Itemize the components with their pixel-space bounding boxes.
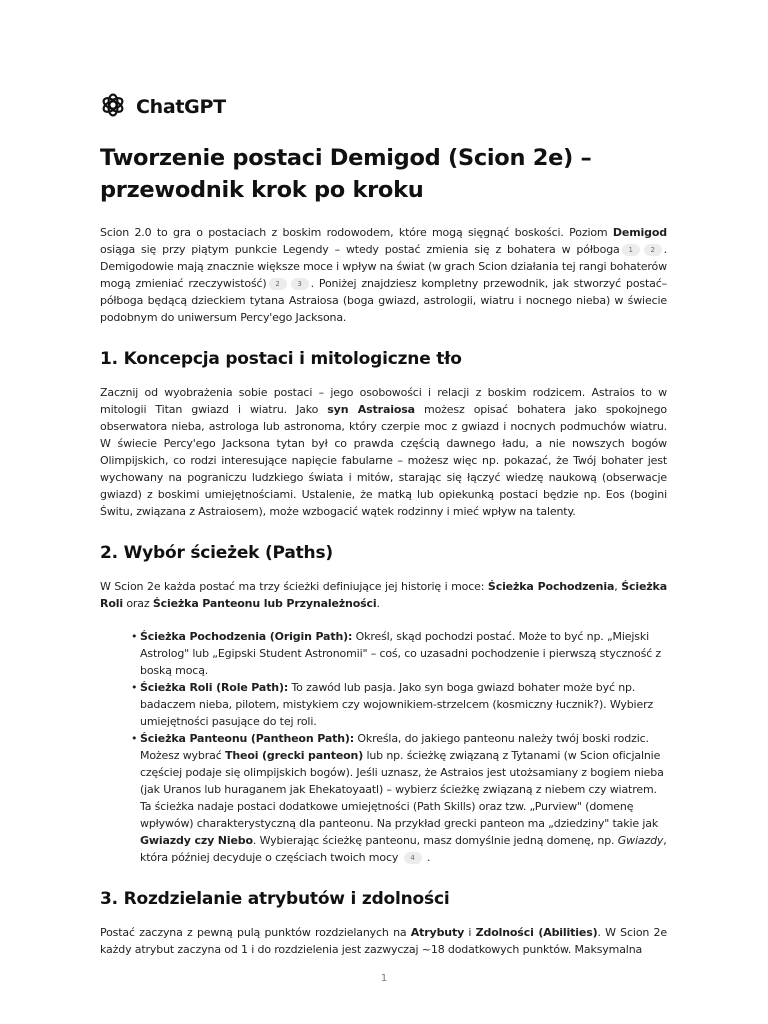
list-item-bold: Gwiazdy czy Niebo (140, 834, 253, 847)
intro-paragraph (100, 224, 667, 326)
section-2-bold: Ścieżka Pochodzenia (487, 580, 615, 593)
citation-badge[interactable]: 3 (291, 278, 309, 290)
title-line-2: przewodnik krok po kroku (100, 177, 424, 203)
section-2-heading: 2. Wybór ścieżek (Paths) (100, 543, 333, 563)
section-2-text: W Scion 2e każda postać ma trzy ścieżki definiujące jej historię i moce: (100, 580, 488, 593)
list-item-italic: Gwiazdy (617, 834, 664, 847)
list-item-text: lub np. ścieżkę związaną z Tytanami (w Scion oficjalnie częściej podaje się olimpijskich bogów). Jeśli uznasz, że Astraios jest utożsamiany z bogiem nieba (jak Uranos lub huraganem jak Ehekatoyaatl) – wybierz ścieżkę związaną z niebem czy wiatrem. Ta ścieżka nadaje postaci dodatkowe umiejętności (Path Skills) oraz tzw. „Purview" (domenę wpływów) charakterystyczną dla panteonu. Na przykład grecki panteon ma „dziedziny" takie jak (140, 749, 664, 830)
list-item-text: , która później decyduje o częściach twoich mocy (140, 834, 667, 864)
section-3-bold: Zdolności (Abilities) (475, 926, 598, 939)
page-number: 1 (380, 973, 388, 984)
section-1-text: możesz opisać bohatera jako spokojnego obserwatora nieba, astrologa lub astronoma, który czerpie moc z gwiazd i nocnych podmuchów wiatru. W świecie Percy'ego Jacksona tytan był co prawda częścią dawnego ładu, a nie nowszych bogów Olimpijskich, co rodzi interesujące napięcie fabularne – możesz więc np. pokazać, że Twój bohater jest wychowany na pograniczu ludzkiego świata i mitów, starając się łączyć wiedzę naukową (obserwacje gwiazd) z boskimi umiejętnościami. Ustalenie, że matką lub opiekunką postaci będzie np. Eos (bogini Świtu, związana z Astraiosem), może wzbogacić wątek rodzinny i mieć wpływ na talenty. (100, 403, 667, 518)
section-2-text: , (614, 580, 622, 593)
document-page (100, 94, 667, 958)
intro-text: . Demigodowie mają znacznie większe moce i wpływ na świat (w grach Scion działania tej rangi bohaterów mogą zmieniać rzeczywistość) (100, 243, 667, 290)
list-item-role-path (140, 679, 667, 730)
section-1-paragraph (100, 384, 667, 520)
brand-name: ChatGPT (136, 96, 226, 118)
openai-logo-icon (100, 92, 126, 122)
page-title (100, 142, 667, 206)
list-item-text: . Wybierając ścieżkę panteonu, masz domyślnie jedną domenę, np. (252, 834, 618, 847)
citation-badge[interactable]: 1 (622, 244, 640, 256)
list-item-text: Określ, skąd pochodzi postać. Może to być np. „Miejski Astrolog" lub „Egipski Student Astronomii" – coś, co uzasadni pochodzenie i pierwszą styczność z boską mocą. (140, 630, 662, 677)
list-item-text: Określa, do jakiego panteonu należy twój boski rodzic. Możesz wybrać (140, 732, 649, 762)
section-2-bold: Ścieżka Panteonu lub Przynależności (152, 597, 377, 610)
list-item-label: Ścieżka Roli (Role Path): (140, 681, 289, 694)
section-2-text: . (376, 597, 380, 610)
section-3-bold: Atrybuty (410, 926, 465, 939)
list-item-origin-path (140, 628, 667, 679)
citation-badge[interactable]: 4 (404, 852, 422, 864)
intro-text: Scion 2.0 to gra o postaciach z boskim rodowodem, które mogą sięgnąć boskości. Poziom (100, 226, 613, 239)
list-item-label: Ścieżka Pochodzenia (Origin Path): (140, 630, 353, 643)
list-item-text: . (426, 851, 431, 864)
section-3-text: . W Scion 2e każdy atrybut zaczyna od 1 i do rozdzielenia jest zazwyczaj ~18 dodatkowych punktów. Maksymalna (100, 926, 667, 956)
paths-list (100, 628, 667, 866)
section-3-text: i (464, 926, 476, 939)
section-2-bold: Ścieżka Roli (100, 580, 667, 610)
list-item-pantheon-path (140, 730, 667, 866)
section-3-paragraph (100, 924, 667, 958)
intro-text: . Poniżej znajdziesz kompletny przewodnik, jak stworzyć postać–półboga będącą dzieckiem tytana Astraiosa (boga gwiazd, astrologii, wiatru i nocnego nieba) w świecie podobnym do uniwersum Percy'ego Jacksona. (100, 277, 667, 324)
intro-bold-demigod: Demigod (612, 226, 667, 239)
section-1-heading: 1. Koncepcja postaci i mitologiczne tło (100, 349, 462, 369)
list-item-bold: Theoi (grecki panteon) (224, 749, 364, 762)
list-item-text: To zawód lub pasja. Jako syn boga gwiazd bohater może być np. badaczem nieba, pilotem, mistykiem czy wojownikiem-strzelcem (kosmiczny łucznik?). Wybierz umiejętności pasujące do tej roli. (140, 681, 654, 728)
section-3-heading: 3. Rozdzielanie atrybutów i zdolności (100, 889, 450, 909)
intro-text: osiąga się przy piątym punkcie Legendy – wtedy postać zmienia się z bohatera w półboga (100, 243, 620, 256)
section-3-text: Postać zaczyna z pewną pulą punktów rozdzielanych na (100, 926, 411, 939)
section-2-paragraph (100, 578, 667, 612)
section-2-text: oraz (122, 597, 153, 610)
title-line-1: Tworzenie postaci Demigod (Scion 2e) – (100, 145, 592, 171)
list-item-label: Ścieżka Panteonu (Pantheon Path): (140, 732, 355, 745)
citation-badge[interactable]: 2 (644, 244, 662, 256)
brand-header (100, 94, 667, 120)
section-1-bold: syn Astraiosa (327, 403, 415, 416)
section-1-text: Zacznij od wyobrażenia sobie postaci – jego osobowości i relacji z boskim rodzicem. Astraios to w mitologii Titan gwiazd i wiatru. Jako (100, 386, 667, 416)
citation-badge[interactable]: 2 (269, 278, 287, 290)
